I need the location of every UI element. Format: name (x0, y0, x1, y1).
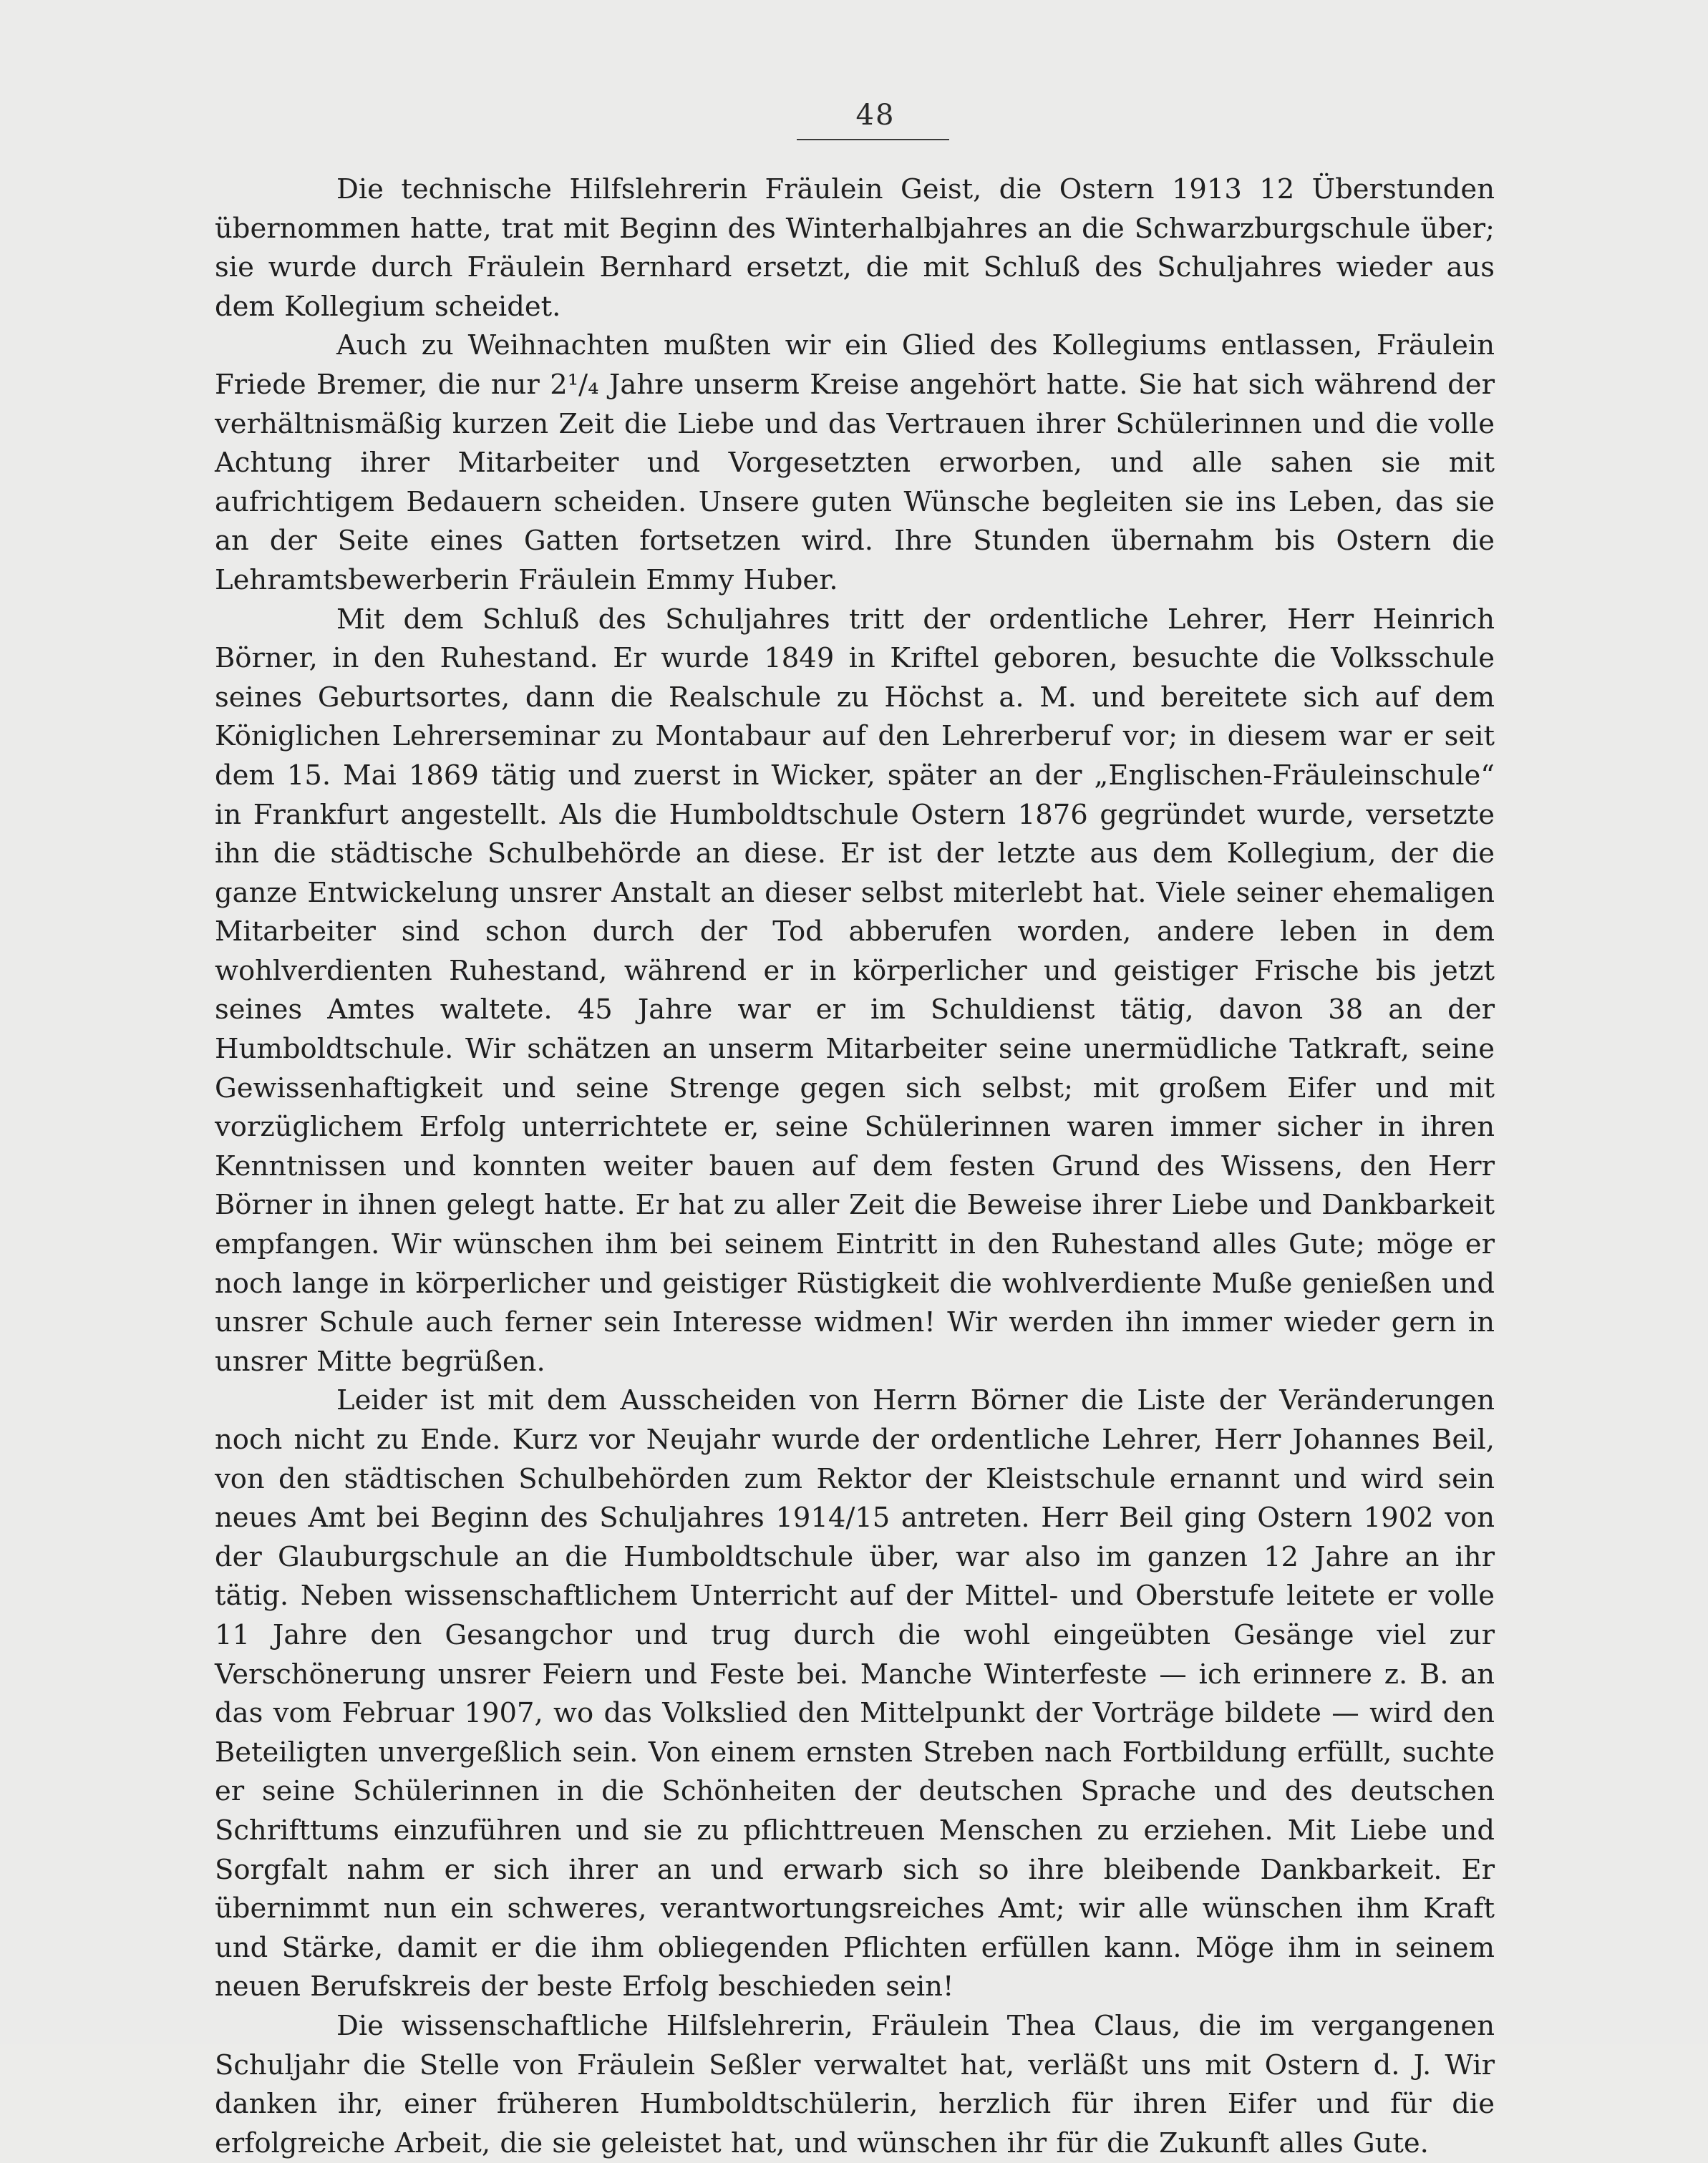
page-number: 48 (855, 99, 896, 132)
body-text (215, 170, 1495, 2163)
paragraph-staff-bremer: Auch zu Weihnachten mußten wir ein Glied des Kollegiums entlassen, Fräulein Friede Bremer, die nur 2¹/₄ Jahre unserm Kreise angehört hatte. Sie hat sich während der verhältnismäßig kurzen Zeit die Liebe und das Vertrauen ihrer Schülerinnen und die volle Achtung ihrer Mitarbeiter und Vorgesetzten erworben, und alle sahen sie mit aufrichtigem Bedauern scheiden. Unsere guten Wünsche begleiten sie ins Leben, das sie an der Seite eines Gatten fortsetzen wird. Ihre Stunden übernahm bis Ostern die Lehramtsbewerberin Fräulein Emmy Huber. (215, 329, 1495, 596)
page-number-rule (797, 139, 949, 140)
paragraph-staff-beil: Leider ist mit dem Ausscheiden von Herrn Börner die Liste der Veränderungen noch nicht zu Ende. Kurz vor Neujahr wurde der ordentliche Lehrer, Herr Johannes Beil, von den städtischen Schulbehörden zum Rektor der Kleistschule ernannt und wird sein neues Amt bei Beginn des Schuljahres 1914/15 antreten. Herr Beil ging Ostern 1902 von der Glauburgschule an die Humboldtschule über, war also im ganzen 12 Jahre an ihr tätig. Neben wissenschaftlichem Unterricht auf der Mittel- und Oberstufe leitete er volle 11 Jahre den Gesangchor und trug durch die wohl eingeübten Gesänge viel zur Verschönerung unsrer Feiern und Feste bei. Manche Winterfeste — ich erinnere z. B. an das vom Februar 1907, wo das Volkslied den Mittelpunkt der Vorträge bildete — wird den Beteiligten unvergeßlich sein. Von einem ernsten Streben nach Fortbildung erfüllt, suchte er seine Schülerinnen in die Schönheiten der deutschen Sprache und des deutschen Schrifttums einzuführen und sie zu pflichttreuen Menschen zu erziehen. Mit Liebe und Sorgfalt nahm er sich ihrer an und erwarb sich so ihre bleibende Dankbarkeit. Er übernimmt nun ein schweres, verantwortungsreiches Amt; wir alle wünschen ihm Kraft und Stärke, damit er die ihm obliegenden Pflichten erfüllen kann. Möge ihm in seinem neuen Berufskreis der beste Erfolg beschieden sein! (215, 1384, 1495, 2003)
paragraph-staff-boerner: Mit dem Schluß des Schuljahres tritt der ordentliche Lehrer, Herr Heinrich Börner, in den Ruhestand. Er wurde 1849 in Kriftel geboren, besuchte die Volksschule seines Geburtsortes, dann die Realschule zu Höchst a. M. und bereitete sich auf dem Königlichen Lehrerseminar zu Montabaur auf den Lehrerberuf vor; in diesem war er seit dem 15. Mai 1869 tätig und zuerst in Wicker, später an der „Englischen-Fräuleinschule“ in Frankfurt angestellt. Als die Humboldtschule Ostern 1876 gegründet wurde, versetzte ihn die städtische Schulbehörde an diese. Er ist der letzte aus dem Kollegium, der die ganze Entwickelung unsrer Anstalt an dieser selbst miterlebt hat. Viele seiner ehemaligen Mitarbeiter sind schon durch der Tod abberufen worden, andere leben in dem wohlverdienten Ruhestand, während er in körperlicher und geistiger Frische bis jetzt seines Amtes waltete. 45 Jahre war er im Schuldienst tätig, davon 38 an der Humboldtschule. Wir schätzen an unserm Mitarbeiter seine unermüdliche Tatkraft, seine Gewissenhaftigkeit und seine Strenge gegen sich selbst; mit großem Eifer und mit vorzüglichem Erfolg unterrichtete er, seine Schülerinnen waren immer sicher in ihren Kenntnissen und konnten weiter bauen auf dem festen Grund des Wissens, den Herr Börner in ihnen gelegt hatte. Er hat zu aller Zeit die Beweise ihrer Liebe und Dankbarkeit empfangen. Wir wünschen ihm bei seinem Eintritt in den Ruhestand alles Gute; möge er noch lange in körperlicher und geistiger Rüstigkeit die wohlverdiente Muße genießen und unsrer Schule auch ferner sein Interesse widmen! Wir werden ihn immer wieder gern in unsrer Mitte begrüßen. (215, 603, 1495, 1378)
paragraph-staff-claus: Die wissenschaftliche Hilfslehrerin, Fräulein Thea Claus, die im vergangenen Schuljahr die Stelle von Fräulein Seßler verwaltet hat, verläßt uns mit Ostern d. J. Wir danken ihr, einer früheren Humboldtschülerin, herzlich für ihren Eifer und für die erfolgreiche Arbeit, die sie geleistet hat, und wünschen ihr für die Zukunft alles Gute. (215, 2009, 1495, 2159)
paragraph-staff-geist: Die technische Hilfslehrerin Fräulein Geist, die Ostern 1913 12 Überstunden übernommen hatte, trat mit Beginn des Winterhalbjahres an die Schwarzburgschule über; sie wurde durch Fräulein Bernhard ersetzt, die mit Schluß des Schuljahres wieder aus dem Kollegium scheidet. (215, 173, 1495, 323)
